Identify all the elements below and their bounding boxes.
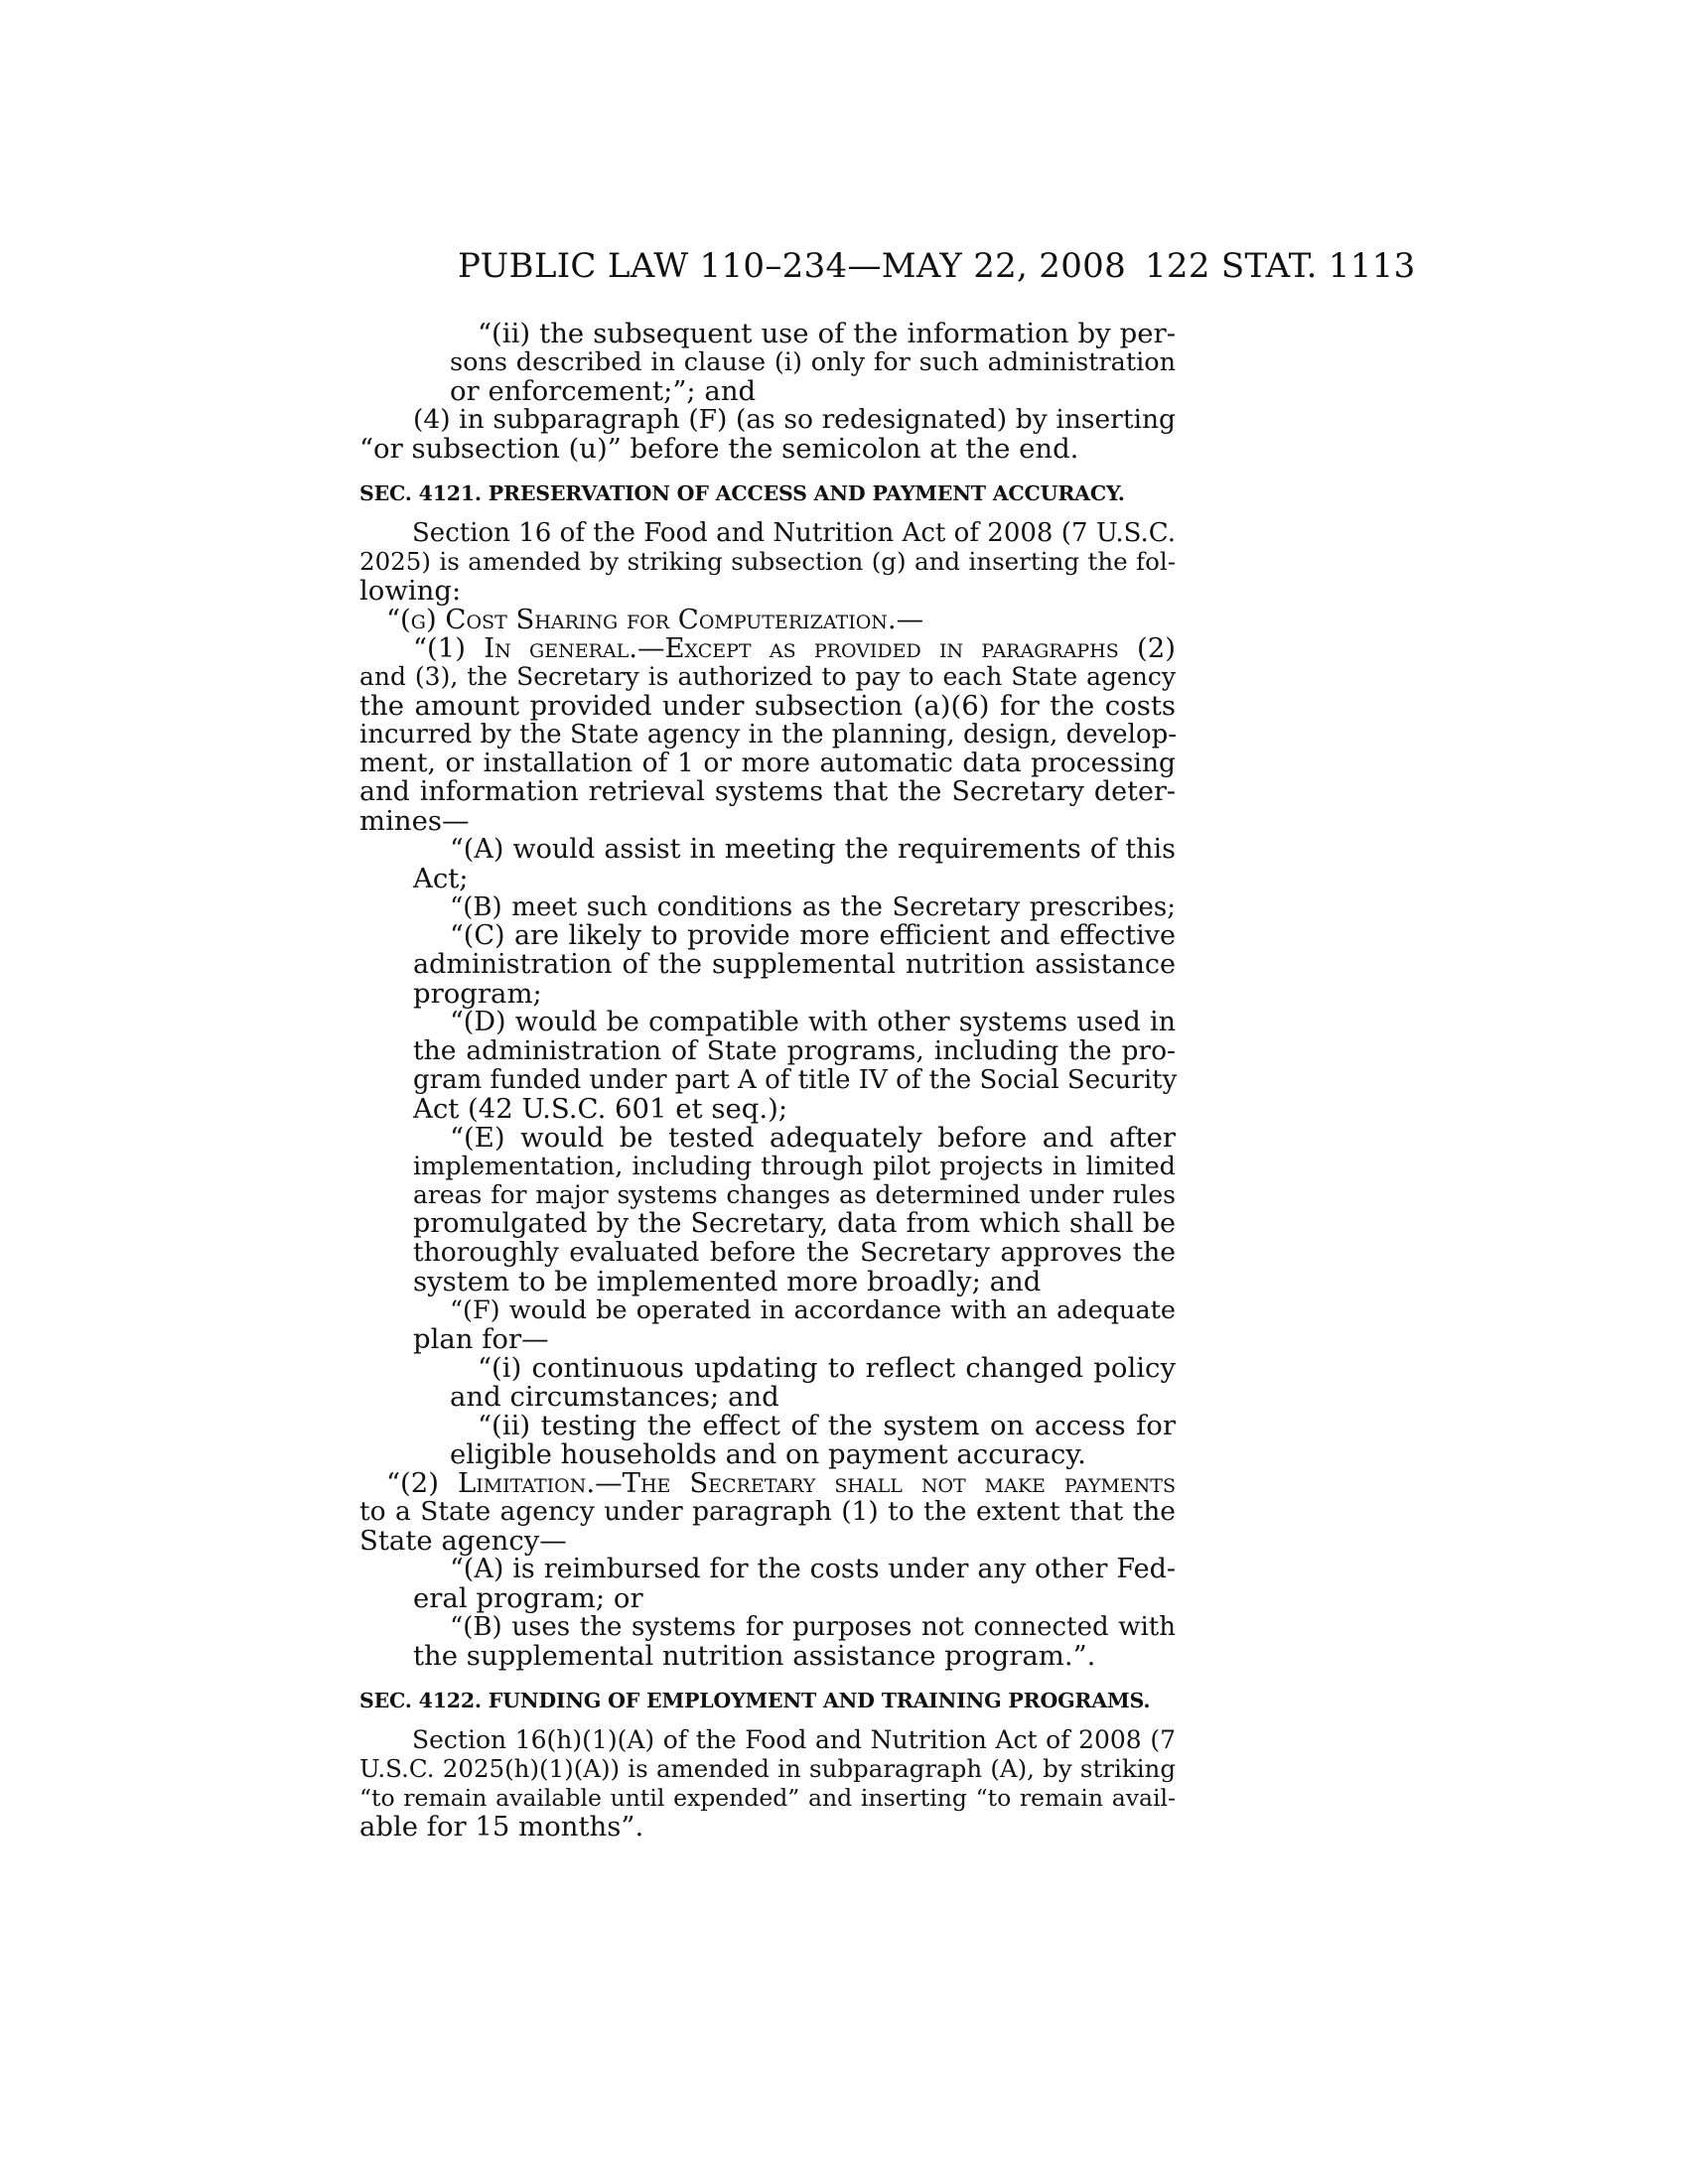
section-heading-4121: SEC. 4121. PRESERVATION OF ACCESS AND PAYMENT ACCURACY. [359, 481, 1125, 505]
text-line: U.S.C. 2025(h)(1)(A)) is amended in subparagraph (A), by striking [359, 1754, 1176, 1783]
text-line: to a State agency under paragraph (1) to the extent that the [359, 1496, 1176, 1527]
text-line: sons described in clause (i) only for such administration [450, 347, 1176, 377]
text-line: Act; [413, 863, 469, 894]
text-line: “(2) Limitation.—The Secretary shall not make payments [386, 1467, 1176, 1499]
text-line: 2025) is amended by striking subsection (g) and inserting the fol- [359, 547, 1176, 576]
text-line: administration of the supplemental nutrition assistance [413, 949, 1176, 980]
page-stat-citation: 122 STAT. 1113 [1145, 246, 1416, 286]
text-line: gram funded under part A of title IV of the Social Security [413, 1065, 1178, 1095]
section-heading-4122: SEC. 4122. FUNDING OF EMPLOYMENT AND TRAINING PROGRAMS. [359, 1689, 1151, 1712]
text-line: Section 16 of the Food and Nutrition Act of 2008 (7 U.S.C. [412, 518, 1176, 548]
text-line: “to remain available until expended” and inserting “to remain avail- [359, 1784, 1176, 1812]
text-line: “or subsection (u)” before the semicolon at the end. [359, 433, 1079, 465]
text-line: able for 15 months”. [359, 1811, 644, 1843]
text-line: State agency— [359, 1525, 567, 1557]
text-line: “(i) continuous updating to reflect changed policy [478, 1352, 1176, 1384]
text-line: “(F) would be operated in accordance with an adequate [450, 1296, 1176, 1325]
text-line: system to be implemented more broadly; and [413, 1266, 1042, 1297]
text-line: the administration of State programs, including the pro- [413, 1035, 1176, 1066]
text-line: and circumstances; and [450, 1381, 779, 1413]
text-line: implementation, including through pilot projects in limited [413, 1152, 1176, 1181]
running-header-title: PUBLIC LAW 110–234—MAY 22, 2008 [458, 246, 1126, 286]
text-line: eligible households and on payment accuracy. [450, 1438, 1086, 1470]
text-line: areas for major systems changes as determined under rules [413, 1180, 1176, 1209]
text-line: “(E) would be tested adequately before and after [450, 1122, 1176, 1154]
text-line: program; [413, 978, 542, 1010]
text-line: the supplemental nutrition assistance program.”. [413, 1640, 1096, 1672]
text-line: “(D) would be compatible with other systems used in [450, 1007, 1176, 1037]
text-line: the amount provided under subsection (a)(6) for the costs [359, 690, 1176, 722]
text-line: Section 16(h)(1)(A) of the Food and Nutrition Act of 2008 (7 [412, 1725, 1176, 1754]
text-line: and information retrieval systems that the Secretary deter- [359, 776, 1176, 807]
text-line: “(B) meet such conditions as the Secretary prescribes; [450, 892, 1176, 922]
text-line: (4) in subparagraph (F) (as so redesignated) by inserting [413, 404, 1176, 435]
text-line: “(g) Cost Sharing for Computerization.— [386, 604, 924, 635]
text-line: “(1) In general.—Except as provided in paragraphs (2) [413, 632, 1176, 664]
text-line: “(B) uses the systems for purposes not connected with [450, 1612, 1176, 1642]
text-line: “(ii) the subsequent use of the information by per- [478, 318, 1176, 349]
text-line: plan for— [413, 1323, 549, 1355]
text-line: and (3), the Secretary is authorized to pay to each State agency [359, 662, 1176, 691]
text-line: “(A) is reimbursed for the costs under any other Fed- [450, 1554, 1176, 1584]
text-line: Act (42 U.S.C. 601 et seq.); [413, 1093, 788, 1125]
text-line: or enforcement;”; and [450, 375, 757, 407]
text-line: mines— [359, 805, 470, 837]
text-line: “(ii) testing the effect of the system on access for [478, 1410, 1176, 1441]
text-line: eral program; or [413, 1582, 643, 1614]
text-line: promulgated by the Secretary, data from which shall be [413, 1208, 1176, 1239]
text-line: lowing: [359, 575, 462, 607]
text-line: incurred by the State agency in the planning, design, develop- [359, 720, 1178, 750]
text-line: “(A) would assist in meeting the requirements of this [450, 834, 1176, 865]
text-line: ment, or installation of 1 or more automatic data processing [359, 748, 1176, 778]
text-line: “(C) are likely to provide more efficient and effective [450, 920, 1176, 951]
text-line: thoroughly evaluated before the Secretary approves the [413, 1237, 1176, 1268]
